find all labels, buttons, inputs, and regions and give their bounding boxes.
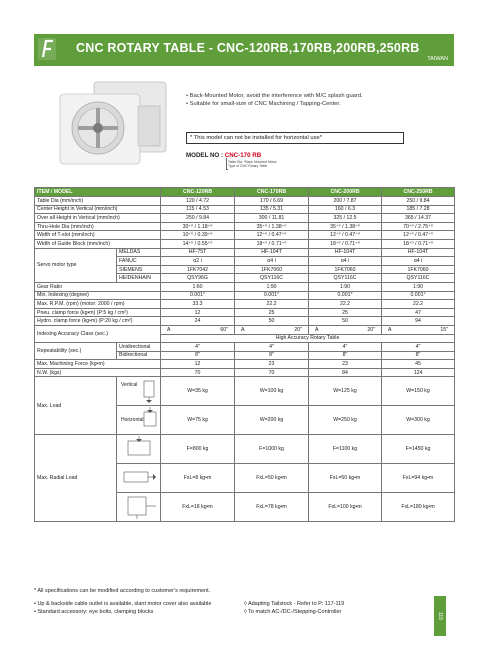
radial-force-icon bbox=[120, 435, 158, 461]
model-note: Table Dia. *Back Mounted Motor bbox=[228, 160, 277, 164]
accuracy-subtitle: High Accuracy Rotary Table bbox=[161, 334, 455, 343]
cell: 18⁺⁰ / 0.71⁺⁰ bbox=[235, 239, 309, 248]
vertical-load-icon bbox=[120, 377, 158, 403]
cell: 0.001° bbox=[161, 291, 235, 300]
row-label: Table Dia (mm/inch) bbox=[35, 197, 161, 206]
header-item: ITEM / MODEL bbox=[35, 188, 161, 197]
row-label: Width of T-slot (mm/inch) bbox=[35, 231, 161, 240]
cell: W=75 kg bbox=[161, 406, 235, 435]
cell: 14⁺⁰ / 0.55⁺⁰ bbox=[161, 239, 235, 248]
page-number-tab: 115 bbox=[434, 596, 446, 636]
table-row bbox=[35, 343, 455, 352]
spec-footnote: * All specifications can be modified according to customer's requirement. bbox=[34, 588, 211, 594]
servo-brand: HEIDENHAIN bbox=[117, 274, 161, 283]
region-tag: TAIWAN bbox=[427, 56, 448, 62]
feature-bullets bbox=[186, 92, 363, 108]
table-row bbox=[35, 308, 455, 317]
header-model: CNC-120RB bbox=[161, 188, 235, 197]
header-model: CNC-200RB bbox=[309, 188, 382, 197]
cell: 18⁺⁰ / 0.71⁺⁰ bbox=[382, 239, 455, 248]
cell: W=250 kg bbox=[309, 406, 382, 435]
row-label: Width of Guide Block (mm/inch) bbox=[35, 239, 161, 248]
cell: 10⁺⁰ / 0.39⁺⁰ bbox=[161, 231, 235, 240]
cell: α2 i bbox=[161, 257, 235, 266]
cell: 70 bbox=[161, 368, 235, 377]
cell: 200 / 7.87 bbox=[309, 197, 382, 206]
cell: 33.3 bbox=[161, 300, 235, 309]
rotary-table-photo bbox=[54, 76, 174, 168]
servo-brand: FANUC bbox=[117, 257, 161, 266]
cell: 120 / 4.72 bbox=[161, 197, 235, 206]
cell: 94 bbox=[382, 317, 455, 326]
cell: FxL=50 kg•m bbox=[309, 464, 382, 493]
row-label: Thru-Hole Dia (mm/inch) bbox=[35, 222, 161, 231]
cell: 70 bbox=[235, 368, 309, 377]
model-value: CNC-170 RB bbox=[224, 152, 262, 159]
cell: 18⁺⁰ / 0.71⁺⁰ bbox=[309, 239, 382, 248]
moment-load-diagram bbox=[117, 464, 161, 493]
row-label: Min. Indexing (degree) bbox=[35, 291, 161, 300]
table-row bbox=[35, 239, 455, 248]
cell: QSY116C bbox=[235, 274, 309, 283]
row-label: Indexing Accuracy Class (sec.) bbox=[35, 325, 161, 342]
class-letter: A bbox=[388, 326, 392, 333]
cell: 0.001° bbox=[235, 291, 309, 300]
cell: 70⁺⁰ / 2.75⁺⁰ bbox=[382, 222, 455, 231]
cell: 8" bbox=[161, 351, 235, 360]
cell: 250 / 9.84 bbox=[382, 197, 455, 206]
table-row bbox=[35, 377, 455, 406]
table-row bbox=[35, 300, 455, 309]
cell: 1:90 bbox=[309, 282, 382, 291]
table-row bbox=[35, 282, 455, 291]
cell: 8" bbox=[309, 351, 382, 360]
cell bbox=[382, 325, 455, 334]
cell bbox=[161, 325, 235, 334]
class-value: 20" bbox=[294, 326, 303, 333]
model-notes bbox=[228, 160, 277, 168]
cell: 115 / 4.53 bbox=[161, 205, 235, 214]
cell: 365 / 14.37 bbox=[382, 214, 455, 223]
cell bbox=[235, 325, 309, 334]
cell: 8" bbox=[382, 351, 455, 360]
cell: 4" bbox=[382, 343, 455, 352]
vertical-load-diagram bbox=[117, 377, 161, 406]
cell: 124 bbox=[382, 368, 455, 377]
row-label: Pneu. clamp force (kg•m) (P:5 kg / cm²) bbox=[35, 308, 161, 317]
specification-table bbox=[34, 187, 455, 522]
cell: α4 i bbox=[309, 257, 382, 266]
feature-bullet: • Back-Mounted Motor, avoid the interference with M/C splash guard. bbox=[186, 93, 363, 99]
moment-load-diagram bbox=[117, 493, 161, 522]
cell: 12⁺⁰ / 0.47⁺⁰ bbox=[382, 231, 455, 240]
cell bbox=[309, 325, 382, 334]
cell: F=1100 kg bbox=[309, 435, 382, 464]
cell: 250 / 9.84 bbox=[161, 214, 235, 223]
cell: 50 bbox=[235, 317, 309, 326]
footer-bullet: ◊ Adapting Tailstock - Refer to P: 117-119 bbox=[244, 601, 345, 607]
table-row bbox=[35, 368, 455, 377]
cell: 35⁺⁰ / 1.38⁺⁰ bbox=[235, 222, 309, 231]
model-note: Type of CNC Rotary Table bbox=[228, 164, 268, 169]
cell: F=1450 kg bbox=[382, 435, 455, 464]
cell: 84 bbox=[309, 368, 382, 377]
cell: FxL=94 kg•m bbox=[382, 464, 455, 493]
row-label: Max. Machining Force (kg•m) bbox=[35, 360, 161, 369]
row-label: Hydro. clamp force (kg•m) (P:20 kg / cm²) bbox=[35, 317, 161, 326]
table-row bbox=[35, 325, 455, 334]
cell: F=1000 kg bbox=[235, 435, 309, 464]
cell: 1FK7060 bbox=[309, 265, 382, 274]
footer-notes-left bbox=[34, 601, 211, 616]
cell: HF-104T bbox=[382, 248, 455, 257]
installation-notice: * This model can not be installed for horizontal use* bbox=[186, 132, 404, 144]
table-row bbox=[35, 248, 455, 257]
title-banner bbox=[34, 34, 454, 66]
cell: α4 i bbox=[382, 257, 455, 266]
row-label: N.W. (kgs) bbox=[35, 368, 161, 377]
cell: 22.2 bbox=[382, 300, 455, 309]
sub-label: Unidirectional bbox=[117, 343, 161, 352]
cell: 25 bbox=[309, 308, 382, 317]
horizontal-load-diagram bbox=[117, 406, 161, 435]
model-label: MODEL NO : bbox=[186, 152, 225, 159]
cell: 1FK7060 bbox=[235, 265, 309, 274]
class-letter: A bbox=[241, 326, 245, 333]
row-label: Gear Ratio bbox=[35, 282, 161, 291]
cell: W=200 kg bbox=[235, 406, 309, 435]
table-row bbox=[35, 197, 455, 206]
brand-logo-icon bbox=[38, 38, 56, 60]
row-label: Max. R.P.M. (rpm) (motor: 2000 / rpm) bbox=[35, 300, 161, 309]
moment-side-icon bbox=[120, 464, 158, 490]
cell: FxL=50 kg•m bbox=[235, 464, 309, 493]
cell: 325 / 12.5 bbox=[309, 214, 382, 223]
cell: 25 bbox=[235, 308, 309, 317]
vertical-label: Vertical bbox=[120, 382, 137, 389]
cell: 1:90 bbox=[382, 282, 455, 291]
cell: FxL=8 kg•m bbox=[161, 464, 235, 493]
cell: 0.001° bbox=[382, 291, 455, 300]
horizontal-load-icon bbox=[120, 406, 158, 432]
header-model: CNC-170RB bbox=[235, 188, 309, 197]
cell: 22.2 bbox=[235, 300, 309, 309]
cell: FxL=78 kg•m bbox=[235, 493, 309, 522]
servo-brand: MELDAS bbox=[117, 248, 161, 257]
cell: 47 bbox=[382, 308, 455, 317]
cell: 12 bbox=[161, 360, 235, 369]
cell: W=300 kg bbox=[382, 406, 455, 435]
cell: W=35 kg bbox=[161, 377, 235, 406]
model-number bbox=[186, 152, 261, 159]
cell: F=800 kg bbox=[161, 435, 235, 464]
cell: QSY116C bbox=[309, 274, 382, 283]
cell: 300 / 11.81 bbox=[235, 214, 309, 223]
table-row bbox=[35, 435, 455, 464]
cell: QSY96G bbox=[161, 274, 235, 283]
cell: 160 / 6.3 bbox=[309, 205, 382, 214]
cell: FxL=18 kg•m bbox=[161, 493, 235, 522]
page-title: CNC ROTARY TABLE - CNC-120RB,170RB,200RB,250RB bbox=[76, 41, 420, 55]
table-row bbox=[35, 231, 455, 240]
row-label: Center Height in Vertical (mm/inch) bbox=[35, 205, 161, 214]
cell: 12⁺⁰ / 0.47⁺⁰ bbox=[309, 231, 382, 240]
cell: QSY116C bbox=[382, 274, 455, 283]
cell: 22.2 bbox=[309, 300, 382, 309]
cell: 24 bbox=[161, 317, 235, 326]
cell: 12 bbox=[161, 308, 235, 317]
cell: 170 / 6.69 bbox=[235, 197, 309, 206]
cell: 30⁺⁰ / 1.18⁺⁰ bbox=[161, 222, 235, 231]
class-letter: A bbox=[167, 326, 171, 333]
cell: 1:60 bbox=[161, 282, 235, 291]
cell: FxL=180 kg•m bbox=[382, 493, 455, 522]
cell: 8" bbox=[235, 351, 309, 360]
table-row bbox=[35, 360, 455, 369]
row-label: Repeatability (sec.) bbox=[35, 343, 117, 360]
horizontal-label: Horizontal bbox=[120, 417, 144, 424]
cell: 1FK7060 bbox=[382, 265, 455, 274]
class-value: 60" bbox=[220, 326, 229, 333]
cell: 1:90 bbox=[235, 282, 309, 291]
class-letter: A bbox=[315, 326, 319, 333]
cell: 4" bbox=[161, 343, 235, 352]
cell: W=125 kg bbox=[309, 377, 382, 406]
servo-brand: SIEMENS bbox=[117, 265, 161, 274]
table-row bbox=[35, 205, 455, 214]
cell: 4" bbox=[309, 343, 382, 352]
cell: 50 bbox=[309, 317, 382, 326]
cell: 23 bbox=[235, 360, 309, 369]
table-row bbox=[35, 214, 455, 223]
cell: α4 i bbox=[235, 257, 309, 266]
moment-top-icon bbox=[120, 493, 158, 519]
cell: HF-75T bbox=[161, 248, 235, 257]
class-value: 15" bbox=[440, 326, 449, 333]
footer-bullet: • Up & backside cable outlet is available, slant motor cover also available bbox=[34, 601, 212, 607]
cell: HF-104T bbox=[309, 248, 382, 257]
footer-bullet: ◊ To match AC-/DC-/Stepping-Controller bbox=[244, 608, 342, 615]
cell: HF-104T bbox=[235, 248, 309, 257]
cell: 23 bbox=[309, 360, 382, 369]
row-label: Over all Height in Vertical (mm/inch) bbox=[35, 214, 161, 223]
cell: 135 / 5.31 bbox=[235, 205, 309, 214]
cell: FxL=100 kg•m bbox=[309, 493, 382, 522]
cell: 35⁺⁰ / 1.38⁺⁰ bbox=[309, 222, 382, 231]
table-row bbox=[35, 222, 455, 231]
radial-load-diagram bbox=[117, 435, 161, 464]
cell: 45 bbox=[382, 360, 455, 369]
row-label: Max. Radial Load bbox=[35, 435, 117, 522]
row-label: Servo motor type bbox=[35, 248, 117, 282]
row-label: Max. Load bbox=[35, 377, 117, 435]
cell: 185 / 7.28 bbox=[382, 205, 455, 214]
cell: W=100 kg bbox=[235, 377, 309, 406]
footer-bullet: • Standard accessory: eye bolts, clamping blocks bbox=[34, 608, 154, 615]
header-model: CNC-250RB bbox=[382, 188, 455, 197]
table-header-row bbox=[35, 188, 455, 197]
cell: 12⁺⁰ / 0.47⁺⁰ bbox=[235, 231, 309, 240]
feature-bullet: • Suitable for small-size of CNC Machining / Tapping-Center. bbox=[186, 101, 341, 107]
cell: 4" bbox=[235, 343, 309, 352]
table-row bbox=[35, 291, 455, 300]
cell: 1FK7042 bbox=[161, 265, 235, 274]
cell: 0.001° bbox=[309, 291, 382, 300]
class-value: 20" bbox=[367, 326, 376, 333]
footer-notes-right bbox=[244, 601, 344, 616]
sub-label: Bidirectional bbox=[117, 351, 161, 360]
table-row bbox=[35, 317, 455, 326]
cell: W=150 kg bbox=[382, 377, 455, 406]
